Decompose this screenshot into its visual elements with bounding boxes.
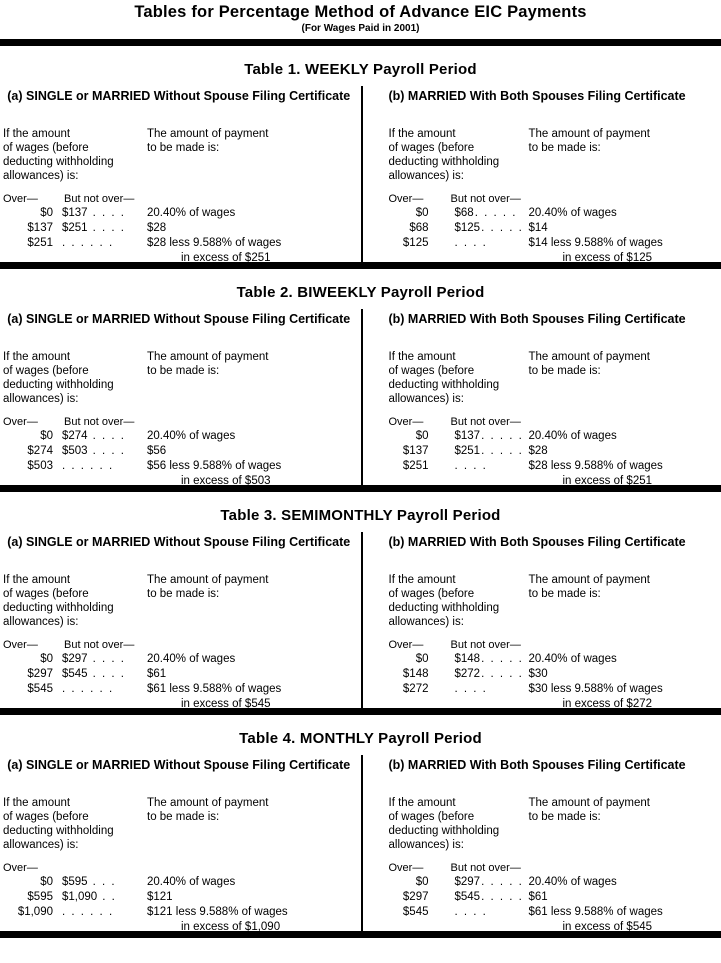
payment-caption (147, 796, 355, 852)
but-not-over-cell (62, 667, 147, 682)
payment-value: $28 less 9.588% of wages (147, 237, 282, 249)
captions (3, 796, 355, 852)
dot-leader: . . . . . (481, 222, 524, 234)
payment-value: 20.40% of wages (528, 430, 617, 442)
but-not-over-column-label: But not over— (64, 639, 135, 651)
payment-continuation: in excess of $272 (562, 698, 653, 710)
over-value: $137 (27, 222, 53, 234)
dot-leader: . . . . (92, 445, 126, 457)
table-row (3, 652, 355, 667)
document-subtitle: (For Wages Paid in 2001) (301, 23, 420, 34)
wages-caption-line: allowances) is: (388, 839, 464, 851)
table-row (3, 206, 355, 221)
table-row (389, 652, 720, 667)
but-not-over-cell (455, 429, 529, 444)
payment-value: $121 (147, 891, 173, 903)
but-not-over-column-label: But not over— (450, 416, 521, 428)
but-not-over-cell (455, 682, 529, 712)
over-value: $0 (40, 430, 53, 442)
table-row (389, 236, 720, 266)
over-value: $595 (27, 891, 53, 903)
dot-leader: . . . . (92, 668, 126, 680)
over-value: $0 (415, 876, 429, 888)
wages-caption-line: If the amount (388, 351, 456, 363)
wages-caption (3, 350, 147, 406)
wages-caption-line: If the amount (3, 128, 71, 140)
table-row (389, 905, 720, 935)
over-value: $1,090 (17, 906, 53, 918)
dot-leader: . . . . (454, 906, 488, 918)
payment-caption (529, 796, 720, 852)
table-row (389, 221, 720, 236)
payment-value: $14 less 9.588% of wages (528, 237, 663, 249)
panel-b-header: (b) MARRIED With Both Spouses Filing Certificate (388, 312, 686, 326)
captions (3, 127, 355, 183)
but-not-over-column-label: But not over— (64, 416, 135, 428)
but-not-over-column-label: But not over— (450, 639, 521, 651)
payment-cell (147, 459, 355, 489)
over-column-label: Over— (388, 416, 424, 428)
but-not-over-cell (455, 890, 529, 905)
payment-continuation: in excess of $503 (181, 475, 271, 487)
but-not-over-column-label: But not over— (64, 193, 135, 205)
over-column-label: Over— (388, 862, 424, 874)
table-1-body (0, 86, 721, 269)
but-not-over-cell (62, 682, 147, 712)
but-not-over-value: $251 (454, 445, 481, 457)
panel-b-header: (b) MARRIED With Both Spouses Filing Certificate (388, 535, 686, 549)
payment-caption-line: to be made is: (528, 588, 601, 600)
but-not-over-cell (455, 444, 529, 459)
table-row (3, 890, 355, 905)
but-not-over-cell (455, 652, 529, 667)
wages-caption-line: of wages (before (3, 588, 89, 600)
but-not-over-value: $137 (62, 207, 88, 219)
panel-a-header: (a) SINGLE or MARRIED Without Spouse Filing Certificate (7, 535, 351, 549)
table-row (3, 667, 355, 682)
captions (389, 573, 720, 629)
column-labels (3, 861, 355, 875)
captions (3, 573, 355, 629)
over-value: $274 (27, 445, 53, 457)
payment-value: $30 (528, 668, 548, 680)
payment-caption-line: to be made is: (528, 365, 601, 377)
wages-caption-line: of wages (before (388, 588, 475, 600)
but-not-over-cell (62, 221, 147, 236)
dot-leader: . . . . . (481, 430, 524, 442)
over-value: $0 (40, 876, 53, 888)
column-labels (389, 415, 720, 429)
payment-caption-line: to be made is: (147, 365, 220, 377)
dot-leader: . . . . (454, 237, 488, 249)
payment-caption-line: The amount of payment (528, 351, 650, 363)
but-not-over-cell (455, 905, 529, 935)
wages-caption-line: deducting withholding (3, 825, 114, 837)
panel-a-header: (a) SINGLE or MARRIED Without Spouse Filing Certificate (7, 758, 351, 772)
over-value: $68 (409, 222, 429, 234)
payment-continuation: in excess of $545 (562, 921, 653, 933)
but-not-over-value: $137 (454, 430, 481, 442)
wages-caption-line: If the amount (388, 128, 456, 140)
but-not-over-cell (455, 221, 529, 236)
payment-value: 20.40% of wages (528, 653, 617, 665)
payment-value: $61 (147, 668, 167, 680)
but-not-over-value: $1,090 (62, 891, 98, 903)
table-4-body (0, 755, 721, 938)
payment-value: $14 (528, 222, 548, 234)
wages-caption-line: If the amount (388, 574, 456, 586)
column-labels (3, 415, 355, 429)
wages-caption-line: allowances) is: (388, 393, 464, 405)
dot-leader: . . . . . . (62, 906, 114, 918)
payment-value: $61 less 9.588% of wages (147, 683, 282, 695)
but-not-over-cell (455, 667, 529, 682)
dot-leader: . . . . . (481, 876, 524, 888)
payment-caption (529, 350, 720, 406)
payment-caption (147, 350, 355, 406)
dot-leader: . . . . . (481, 668, 524, 680)
payment-value: 20.40% of wages (147, 430, 236, 442)
payment-cell (529, 905, 720, 935)
wages-caption-line: deducting withholding (3, 156, 114, 168)
column-labels (3, 192, 355, 206)
table-row (3, 875, 355, 890)
wages-caption (389, 127, 529, 183)
payment-value: $121 less 9.588% of wages (147, 906, 288, 918)
but-not-over-value: $545 (62, 668, 88, 680)
table-row (3, 682, 355, 712)
over-value: $503 (27, 460, 53, 472)
table-row (389, 206, 720, 221)
column-labels (389, 192, 720, 206)
but-not-over-cell (62, 429, 147, 444)
captions (3, 350, 355, 406)
table-3-title: Table 3. SEMIMONTHLY Payroll Period (220, 507, 501, 524)
payment-cell (147, 905, 355, 935)
but-not-over-cell (62, 236, 147, 266)
but-not-over-value: $251 (62, 222, 88, 234)
payment-caption-line: to be made is: (147, 811, 220, 823)
table-row (3, 444, 355, 459)
but-not-over-value: $148 (454, 653, 481, 665)
table-row (3, 221, 355, 236)
but-not-over-cell (455, 236, 529, 266)
payment-caption-line: to be made is: (528, 811, 601, 823)
but-not-over-value: $274 (62, 430, 88, 442)
table-2-panel-a (0, 309, 361, 485)
document-title: Tables for Percentage Method of Advance EIC Payments (134, 3, 587, 21)
captions (389, 127, 720, 183)
table-1-title: Table 1. WEEKLY Payroll Period (244, 61, 477, 78)
captions (389, 350, 720, 406)
table-row (389, 875, 720, 890)
but-not-over-value: $545 (454, 891, 481, 903)
payment-caption (147, 573, 355, 629)
payment-cell (147, 682, 355, 712)
but-not-over-cell (62, 875, 147, 890)
but-not-over-cell (62, 890, 147, 905)
payment-value: $30 less 9.588% of wages (528, 683, 663, 695)
table-3-panel-a (0, 532, 361, 708)
table-row (389, 890, 720, 905)
wages-caption (3, 796, 147, 852)
over-column-label: Over— (388, 639, 424, 651)
column-labels (3, 638, 355, 652)
table-row (389, 429, 720, 444)
over-value: $125 (402, 237, 429, 249)
table-row (3, 236, 355, 266)
over-value: $251 (402, 460, 429, 472)
wages-caption-line: If the amount (388, 797, 456, 809)
panel-b-header: (b) MARRIED With Both Spouses Filing Certificate (388, 89, 686, 103)
but-not-over-cell (455, 875, 529, 890)
wages-caption-line: of wages (before (388, 811, 475, 823)
table-row (389, 459, 720, 489)
but-not-over-value: $68 (454, 207, 474, 219)
panel-a-header: (a) SINGLE or MARRIED Without Spouse Filing Certificate (7, 89, 351, 103)
but-not-over-cell (62, 206, 147, 221)
over-column-label: Over— (3, 862, 38, 874)
table-4-panel-b (361, 755, 721, 931)
column-labels (389, 638, 720, 652)
payment-value: $28 less 9.588% of wages (528, 460, 663, 472)
but-not-over-cell (455, 206, 529, 221)
wages-caption-line: deducting withholding (388, 602, 500, 614)
table-row (3, 429, 355, 444)
payment-continuation: in excess of $251 (562, 475, 653, 487)
over-value: $0 (415, 207, 429, 219)
dot-leader: . . . . . . (62, 460, 114, 472)
wages-caption-line: If the amount (3, 351, 71, 363)
but-not-over-value: $272 (454, 668, 481, 680)
over-value: $0 (40, 207, 53, 219)
payment-caption (529, 127, 720, 183)
dot-leader: . . . . (454, 460, 488, 472)
payment-caption-line: The amount of payment (147, 128, 269, 140)
panel-a-header: (a) SINGLE or MARRIED Without Spouse Filing Certificate (7, 312, 351, 326)
wages-caption-line: deducting withholding (3, 602, 114, 614)
panel-b-header: (b) MARRIED With Both Spouses Filing Certificate (388, 758, 686, 772)
table-4-panel-a (0, 755, 361, 931)
payment-value: $56 (147, 445, 167, 457)
payment-value: $61 (528, 891, 548, 903)
payment-caption-line: The amount of payment (147, 351, 269, 363)
payment-caption-line: to be made is: (147, 588, 220, 600)
dot-leader: . . . . . . (62, 237, 114, 249)
table-row (389, 667, 720, 682)
payment-value: $28 (528, 445, 548, 457)
but-not-over-column-label: But not over— (450, 193, 521, 205)
dot-leader: . . . . . (474, 207, 517, 219)
wages-caption-line: allowances) is: (3, 393, 79, 405)
but-not-over-cell (62, 444, 147, 459)
payment-continuation: in excess of $125 (562, 252, 653, 264)
over-value: $148 (402, 668, 429, 680)
table-4-title: Table 4. MONTHLY Payroll Period (239, 730, 482, 747)
payment-cell (529, 682, 720, 712)
table-3-body (0, 532, 721, 715)
but-not-over-value: $297 (454, 876, 481, 888)
payment-caption-line: The amount of payment (528, 128, 650, 140)
wages-caption-line: of wages (before (388, 142, 475, 154)
captions (389, 796, 720, 852)
table-3-section (0, 507, 721, 715)
table-3-panel-b (361, 532, 721, 708)
wages-caption-line: deducting withholding (388, 156, 500, 168)
but-not-over-cell (62, 459, 147, 489)
wages-caption (389, 350, 529, 406)
wages-caption-line: allowances) is: (3, 170, 79, 182)
divider-bar (0, 39, 721, 46)
dot-leader: . . . . . (481, 445, 524, 457)
payment-cell (529, 236, 720, 266)
dot-leader: . . . . (92, 222, 126, 234)
over-value: $272 (402, 683, 429, 695)
payment-caption-line: The amount of payment (528, 797, 650, 809)
wages-caption-line: allowances) is: (388, 170, 464, 182)
payment-caption-line: to be made is: (147, 142, 220, 154)
wages-caption-line: allowances) is: (3, 839, 79, 851)
wages-caption (389, 796, 529, 852)
dot-leader: . . . . (454, 683, 488, 695)
wages-caption-line: of wages (before (3, 365, 89, 377)
payment-value: 20.40% of wages (528, 876, 617, 888)
table-row (389, 682, 720, 712)
over-value: $545 (27, 683, 53, 695)
table-row (3, 905, 355, 935)
payment-continuation: in excess of $1,090 (181, 921, 281, 933)
wages-caption-line: allowances) is: (3, 616, 79, 628)
wages-caption-line: If the amount (3, 574, 71, 586)
wages-caption-line: of wages (before (3, 811, 89, 823)
payment-caption-line: The amount of payment (528, 574, 650, 586)
payment-cell (529, 459, 720, 489)
dot-leader: . . . . . (481, 653, 524, 665)
wages-caption-line: deducting withholding (388, 379, 500, 391)
over-value: $297 (27, 668, 53, 680)
over-value: $137 (402, 445, 429, 457)
table-row (3, 459, 355, 489)
payment-value: 20.40% of wages (147, 207, 236, 219)
table-4-section (0, 730, 721, 938)
payment-value: 20.40% of wages (147, 876, 236, 888)
table-2-panel-b (361, 309, 721, 485)
wages-caption-line: allowances) is: (388, 616, 464, 628)
payment-value: $28 (147, 222, 167, 234)
over-value: $0 (415, 430, 429, 442)
payment-caption (529, 573, 720, 629)
but-not-over-value: $297 (62, 653, 88, 665)
payment-continuation: in excess of $545 (181, 698, 271, 710)
payment-value: $56 less 9.588% of wages (147, 460, 282, 472)
table-2-title: Table 2. BIWEEKLY Payroll Period (236, 284, 485, 301)
payment-value: 20.40% of wages (528, 207, 617, 219)
dot-leader: . . (102, 891, 117, 903)
dot-leader: . . . . (92, 430, 126, 442)
wages-caption-line: of wages (before (388, 365, 475, 377)
dot-leader: . . . . (92, 653, 126, 665)
wages-caption-line: If the amount (3, 797, 71, 809)
but-not-over-cell (62, 652, 147, 667)
over-value: $297 (402, 891, 429, 903)
payment-caption-line: The amount of payment (147, 797, 269, 809)
dot-leader: . . . . . (481, 891, 524, 903)
over-column-label: Over— (388, 193, 424, 205)
column-labels (389, 861, 720, 875)
wages-caption-line: deducting withholding (388, 825, 500, 837)
payment-continuation: in excess of $251 (181, 252, 271, 264)
wages-caption-line: of wages (before (3, 142, 89, 154)
payment-cell (147, 236, 355, 266)
but-not-over-value: $595 (62, 876, 88, 888)
wages-caption (389, 573, 529, 629)
table-row (389, 444, 720, 459)
payment-caption-line: The amount of payment (147, 574, 269, 586)
dot-leader: . . . (92, 876, 117, 888)
over-value: $0 (415, 653, 429, 665)
payment-caption-line: to be made is: (528, 142, 601, 154)
payment-value: 20.40% of wages (147, 653, 236, 665)
table-1-section (0, 61, 721, 269)
dot-leader: . . . . . . (62, 683, 114, 695)
over-column-label: Over— (3, 639, 38, 651)
table-2-body (0, 309, 721, 492)
table-1-panel-a (0, 86, 361, 262)
over-column-label: Over— (3, 193, 38, 205)
but-not-over-cell (455, 459, 529, 489)
payment-caption (147, 127, 355, 183)
table-2-section (0, 284, 721, 492)
but-not-over-value: $503 (62, 445, 88, 457)
over-value: $545 (402, 906, 429, 918)
table-1-panel-b (361, 86, 721, 262)
but-not-over-value: $125 (454, 222, 481, 234)
wages-caption (3, 573, 147, 629)
but-not-over-cell (62, 905, 147, 935)
over-column-label: Over— (3, 416, 38, 428)
wages-caption (3, 127, 147, 183)
wages-caption-line: deducting withholding (3, 379, 114, 391)
payment-value: $61 less 9.588% of wages (528, 906, 663, 918)
dot-leader: . . . . (92, 207, 126, 219)
over-value: $0 (40, 653, 53, 665)
over-value: $251 (27, 237, 53, 249)
but-not-over-column-label: But not over— (450, 862, 521, 874)
